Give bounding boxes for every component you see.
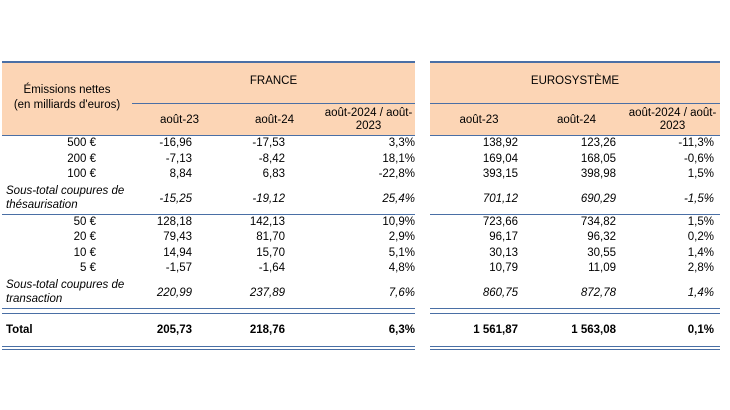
total-row	[430, 314, 720, 346]
cell-change: -0,6%	[683, 152, 714, 165]
cell-aug24: 30,55	[587, 246, 616, 259]
cell-aug24: -1,64	[258, 262, 285, 274]
table-row	[2, 152, 415, 168]
row-label: Sous-total coupures de transaction	[6, 278, 125, 305]
cell-change: 3,3%	[388, 137, 415, 149]
subtotal-row	[2, 183, 415, 214]
row-label: 200 €	[67, 152, 96, 165]
cell-change: 2,8%	[687, 262, 714, 274]
table-row	[2, 167, 415, 183]
cell-aug23: 30,13	[489, 246, 518, 259]
cell-aug24: 1 563,08	[571, 323, 616, 336]
cell-change: 1,5%	[687, 215, 714, 228]
cell-change: -11,3%	[678, 137, 714, 149]
cell-aug23: 138,92	[482, 137, 518, 149]
cell-aug24: 81,70	[256, 231, 285, 243]
row-label: 500 €	[67, 137, 96, 149]
table-row	[430, 215, 720, 231]
cell-change: 2,9%	[388, 231, 415, 243]
cell-aug24: -8,42	[258, 152, 285, 165]
cell-aug23: 393,15	[482, 168, 518, 180]
eurosysteme-header	[430, 61, 720, 136]
eurosysteme-body	[430, 136, 720, 350]
cell-aug23: 8,84	[169, 168, 192, 180]
table-row	[430, 152, 720, 168]
cell-aug24: -17,53	[252, 137, 285, 149]
cell-aug24: 690,29	[580, 192, 616, 205]
cell-change: 1,5%	[687, 168, 714, 180]
cell-change: -1,5%	[683, 192, 714, 205]
cell-aug23: 860,75	[482, 286, 518, 299]
cell-aug23: 96,17	[489, 231, 518, 243]
table-row	[2, 215, 415, 231]
cell-change: 25,4%	[382, 192, 415, 205]
cell-aug23: 10,79	[489, 262, 518, 274]
cell-change: 1,4%	[687, 246, 714, 259]
cell-change: 6,3%	[388, 323, 415, 336]
france-col-aug24: août-24	[254, 113, 294, 126]
cell-change: 4,8%	[388, 262, 415, 274]
row-header-line1: Émissions nettes	[23, 84, 111, 96]
cell-change: 7,6%	[388, 286, 415, 299]
table-row	[2, 246, 415, 262]
cell-aug24: 168,05	[580, 152, 616, 165]
cell-change: 18,1%	[382, 152, 415, 165]
row-label: Total	[6, 323, 33, 336]
cell-aug23: 701,12	[482, 192, 518, 205]
cell-aug23: 14,94	[163, 246, 192, 259]
row-label: 20 €	[73, 231, 96, 243]
france-body	[2, 136, 415, 350]
row-label: 100 €	[67, 168, 96, 180]
cell-aug23: -15,25	[159, 192, 192, 205]
eurosysteme-col-aug23: août-23	[459, 113, 499, 126]
cell-aug24: 218,76	[249, 323, 285, 336]
cell-aug24: 734,82	[580, 215, 616, 228]
subtotal-row	[430, 183, 720, 214]
subtotal-row	[430, 277, 720, 308]
cell-change: 1,4%	[687, 286, 714, 299]
cell-aug23: -16,96	[159, 137, 192, 149]
table-row	[430, 246, 720, 262]
table-row	[430, 167, 720, 183]
cell-change: 0,1%	[687, 323, 714, 336]
subtotal-row	[2, 277, 415, 308]
cell-aug24: 398,98	[580, 168, 616, 180]
cell-aug23: 79,43	[163, 231, 192, 243]
france-header	[2, 61, 415, 136]
table-row	[430, 261, 720, 277]
row-label: 10 €	[73, 246, 96, 259]
table-row	[430, 136, 720, 152]
row-label: Sous-total coupures de thésaurisation	[6, 184, 125, 211]
total-row	[2, 314, 415, 346]
france-col-change: août-2024 / août-2023	[324, 107, 413, 132]
cell-aug24: 6,83	[262, 168, 285, 180]
cell-aug23: 1 561,87	[473, 323, 518, 336]
cell-aug23: 220,99	[156, 286, 192, 299]
cell-aug23: 723,66	[482, 215, 518, 228]
cell-aug24: 237,89	[249, 286, 285, 299]
row-label: 5 €	[80, 262, 96, 274]
cell-aug24: 96,32	[587, 231, 616, 243]
table-row	[2, 136, 415, 152]
cell-aug23: -7,13	[165, 152, 192, 165]
cell-aug24: 142,13	[249, 215, 285, 228]
row-header	[2, 83, 132, 113]
france-title: FRANCE	[249, 75, 298, 87]
france-table	[2, 61, 415, 350]
france-col-aug23: août-23	[159, 113, 199, 126]
row-header-line2: (en milliards d'euros)	[13, 99, 121, 111]
table-row	[2, 261, 415, 277]
eurosysteme-col-aug24: août-24	[556, 113, 596, 126]
cell-aug24: 872,78	[580, 286, 616, 299]
cell-aug23: 205,73	[156, 323, 192, 336]
cell-change: 0,2%	[687, 231, 714, 243]
cell-aug23: -1,57	[165, 262, 192, 274]
cell-aug23: 128,18	[156, 215, 192, 228]
cell-aug24: 11,09	[588, 262, 616, 274]
cell-change: 10,9%	[382, 215, 415, 228]
cell-aug24: 123,26	[580, 137, 616, 149]
eurosysteme-table	[430, 61, 720, 350]
row-label: 50 €	[73, 215, 96, 228]
table-row	[430, 230, 720, 246]
cell-aug24: 15,70	[256, 246, 285, 259]
cell-aug24: -19,12	[252, 192, 285, 205]
table-row	[2, 230, 415, 246]
cell-change: 5,1%	[388, 246, 415, 259]
eurosysteme-col-change: août-2024 / août-2023	[628, 107, 717, 132]
cell-change: -22,8%	[378, 168, 415, 180]
eurosysteme-title: EUROSYSTÈME	[530, 75, 620, 87]
cell-aug23: 169,04	[482, 152, 518, 165]
